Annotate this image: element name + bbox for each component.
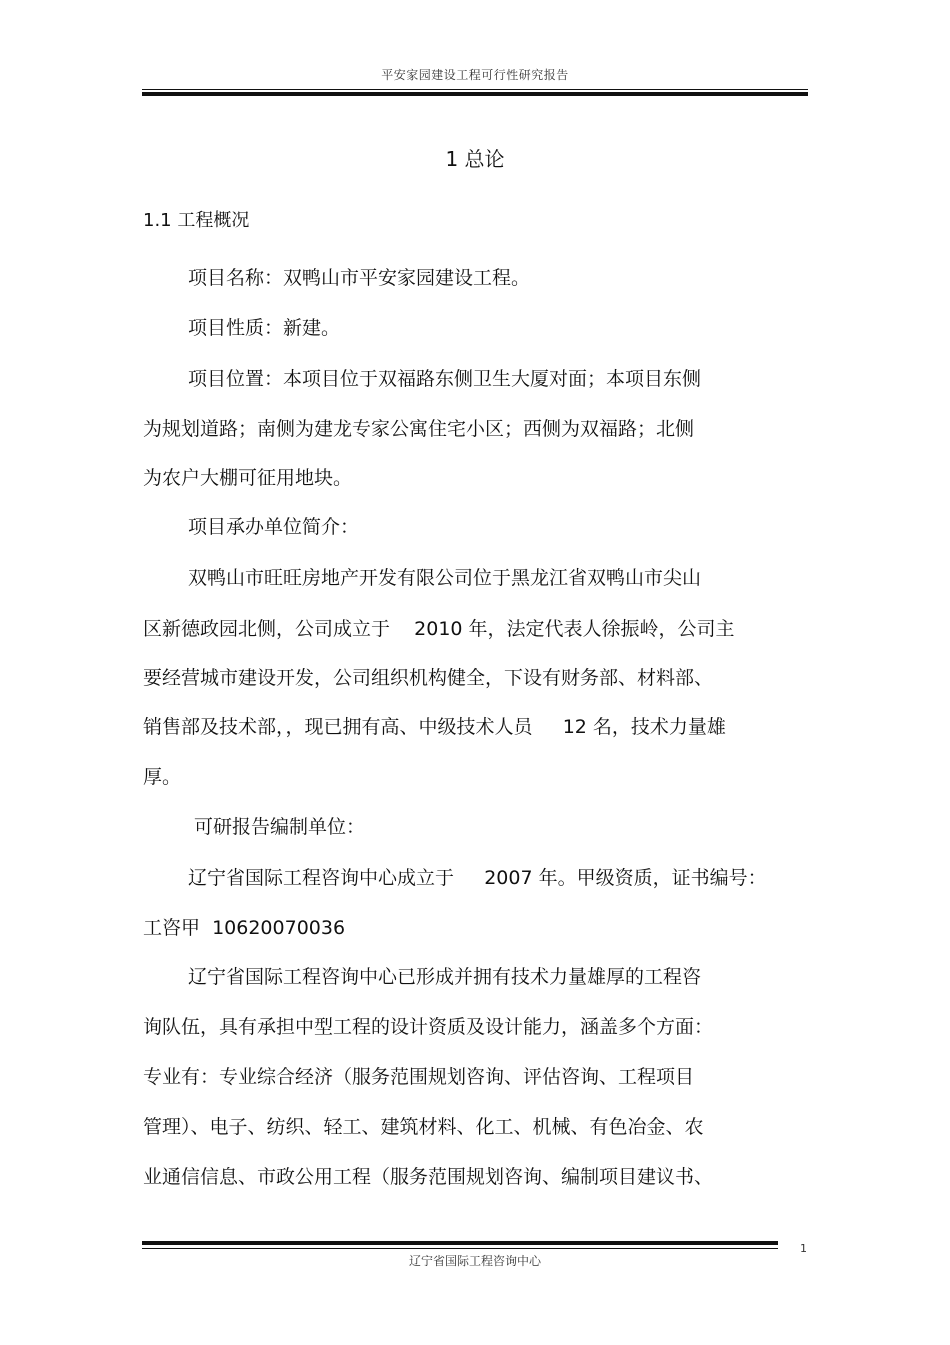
header-rule (142, 89, 808, 90)
body-line: 业通信信息、市政公用工程（服务范围规划咨询、编制项目建议书、 (143, 1166, 714, 1188)
running-footer: 辽宁省国际工程咨询中心 (408, 1254, 541, 1268)
body-line: 可研报告编制单位： (188, 816, 366, 838)
footer-rule-thick (142, 1241, 778, 1245)
body-line: 辽宁省国际工程咨询中心已形成并拥有技术力量雄厚的工程咨 (188, 966, 702, 988)
body-line: 为农户大棚可征用地块。 (143, 467, 353, 489)
footer-rule (142, 1248, 778, 1249)
body-line: 厚。 (143, 766, 182, 788)
page-number: 1 (800, 1242, 807, 1255)
body-line: 要经营城市建设开发，公司组织机构健全，下设有财务部、材料部、 (143, 667, 714, 689)
body-line: 项目位置：本项目位于双福路东侧卫生大厦对面；本项目东侧 (188, 368, 702, 390)
body-line: 询队伍，具有承担中型工程的设计资质及设计能力，涵盖多个方面： (143, 1016, 714, 1038)
body-line: 区新德政园北侧，公司成立于 2010 年，法定代表人徐振岭，公司主 (143, 618, 735, 640)
body-line: 销售部及技术部，，现已拥有高、中级技术人员 12 名，技术力量雄 (143, 716, 726, 738)
header-rule-thick (142, 92, 808, 96)
section-title: 1.1 工程概况 (143, 210, 250, 231)
body-line: 专业有：专业综合经济（服务范围规划咨询、评估咨询、工程项目 (143, 1066, 695, 1088)
body-line: 为规划道路；南侧为建龙专家公寓住宅小区；西侧为双福路；北侧 (143, 418, 695, 440)
body-line: 项目名称：双鸭山市平安家园建设工程。 (188, 267, 531, 289)
body-line: 项目性质：新建。 (188, 317, 341, 339)
body-line: 项目承办单位简介： (188, 516, 360, 538)
body-line: 辽宁省国际工程咨询中心成立于 2007 年。甲级资质，证书编号： (188, 867, 767, 889)
body-line: 工咨甲 10620070036 (143, 917, 346, 939)
body-line: 管理）、电子、纺织、轻工、建筑材料、化工、机械、有色冶金、农 (143, 1116, 704, 1138)
running-header: 平安家园建设工程可行性研究报告 (381, 68, 569, 82)
chapter-title: 1 总论 (445, 147, 505, 171)
body-line: 双鸭山市旺旺房地产开发有限公司位于黑龙江省双鸭山市尖山 (188, 567, 702, 589)
